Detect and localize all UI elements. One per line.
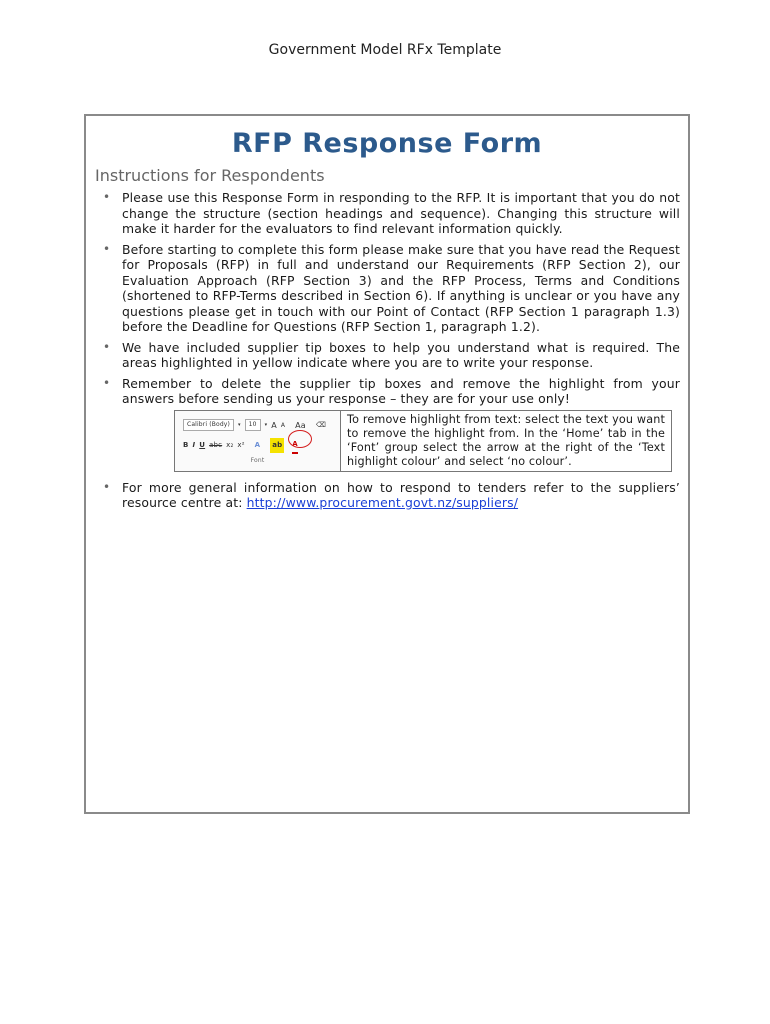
instructions-list [86, 190, 688, 516]
bullet-icon: • [103, 375, 111, 390]
superscript-icon: x² [237, 440, 245, 449]
highlight-color-icon: ab [270, 438, 284, 454]
suppliers-resource-link[interactable]: http://www.procurement.govt.nz/suppliers/ [246, 495, 519, 510]
list-item [86, 190, 688, 237]
shrink-font-icon: A [280, 421, 286, 429]
list-item [86, 480, 688, 511]
font-name-select: Calibri (Body) [183, 419, 234, 431]
chevron-down-icon: ▾ [264, 421, 268, 428]
list-item [86, 242, 688, 335]
text-effects-icon: A [254, 440, 261, 449]
list-item [86, 340, 688, 371]
font-ribbon-screenshot [175, 411, 341, 471]
font-size-select: 10 [245, 419, 261, 431]
clear-formatting-icon: ⌫ [315, 420, 326, 429]
tip-text: To remove highlight from text: select the text you want to remove the highlight from. In the ‘Home’ tab in the ‘Font’ group select the arrow at the right of the ‘Text highlight colour’ and select ‘no colour’. [347, 412, 665, 469]
bullet-icon: • [103, 190, 111, 204]
subscript-icon: x₂ [226, 440, 234, 449]
supplier-tip-box [174, 410, 672, 472]
bullet-text: Remember to delete the supplier tip boxes and remove the highlight from your answers before sending us your response – they are for your use only! [122, 375, 680, 406]
bullet-text: Please use this Response Form in responding to the RFP. It is important that you do not change the structure (section headings and sequence). Changing this structure will make it harder for the evaluators to find relevant information quickly. [122, 190, 680, 236]
response-form-frame [84, 114, 690, 814]
form-title: RFP Response Form [231, 128, 543, 159]
italic-icon: I [192, 440, 196, 449]
bullet-icon: • [103, 241, 111, 256]
bullet-text: We have included supplier tip boxes to help you understand what is required. The areas highlighted in yellow indicate where you are to write your response. [122, 339, 680, 370]
highlight-callout-circle [288, 430, 312, 448]
list-item [86, 376, 688, 472]
ribbon-group-label: Font [250, 457, 265, 464]
chevron-down-icon: ▾ [237, 421, 241, 428]
strikethrough-icon: abc [209, 440, 223, 449]
bold-icon: B [183, 440, 189, 449]
bullet-icon: • [103, 339, 111, 354]
underline-icon: U [199, 440, 206, 449]
page-header: Government Model RFx Template [268, 42, 502, 58]
bullet-icon: • [103, 479, 111, 494]
bullet-text: Before starting to complete this form please make sure that you have read the Request for Proposals (RFP) in full and understand our Requirements (RFP Section 2), our Evaluation Approach (RFP Section 3) and the RFP Process, Terms and Conditions (shortened to RFP-Terms described in Section 6). If anything is unclear or you have any questions please get in touch with our Point of Contact (RFP Section 1 paragraph 1.3) before the Deadline for Questions (RFP Section 1, paragraph 1.2). [122, 241, 680, 334]
grow-font-icon: A [271, 420, 277, 430]
bullet-text: For more general information on how to respond to tenders refer to the suppliers’ resource centre at: [122, 479, 680, 510]
font-color-icon: A [292, 437, 298, 455]
instructions-heading: Instructions for Respondents [95, 166, 325, 185]
change-case-icon: Aa [295, 420, 306, 430]
